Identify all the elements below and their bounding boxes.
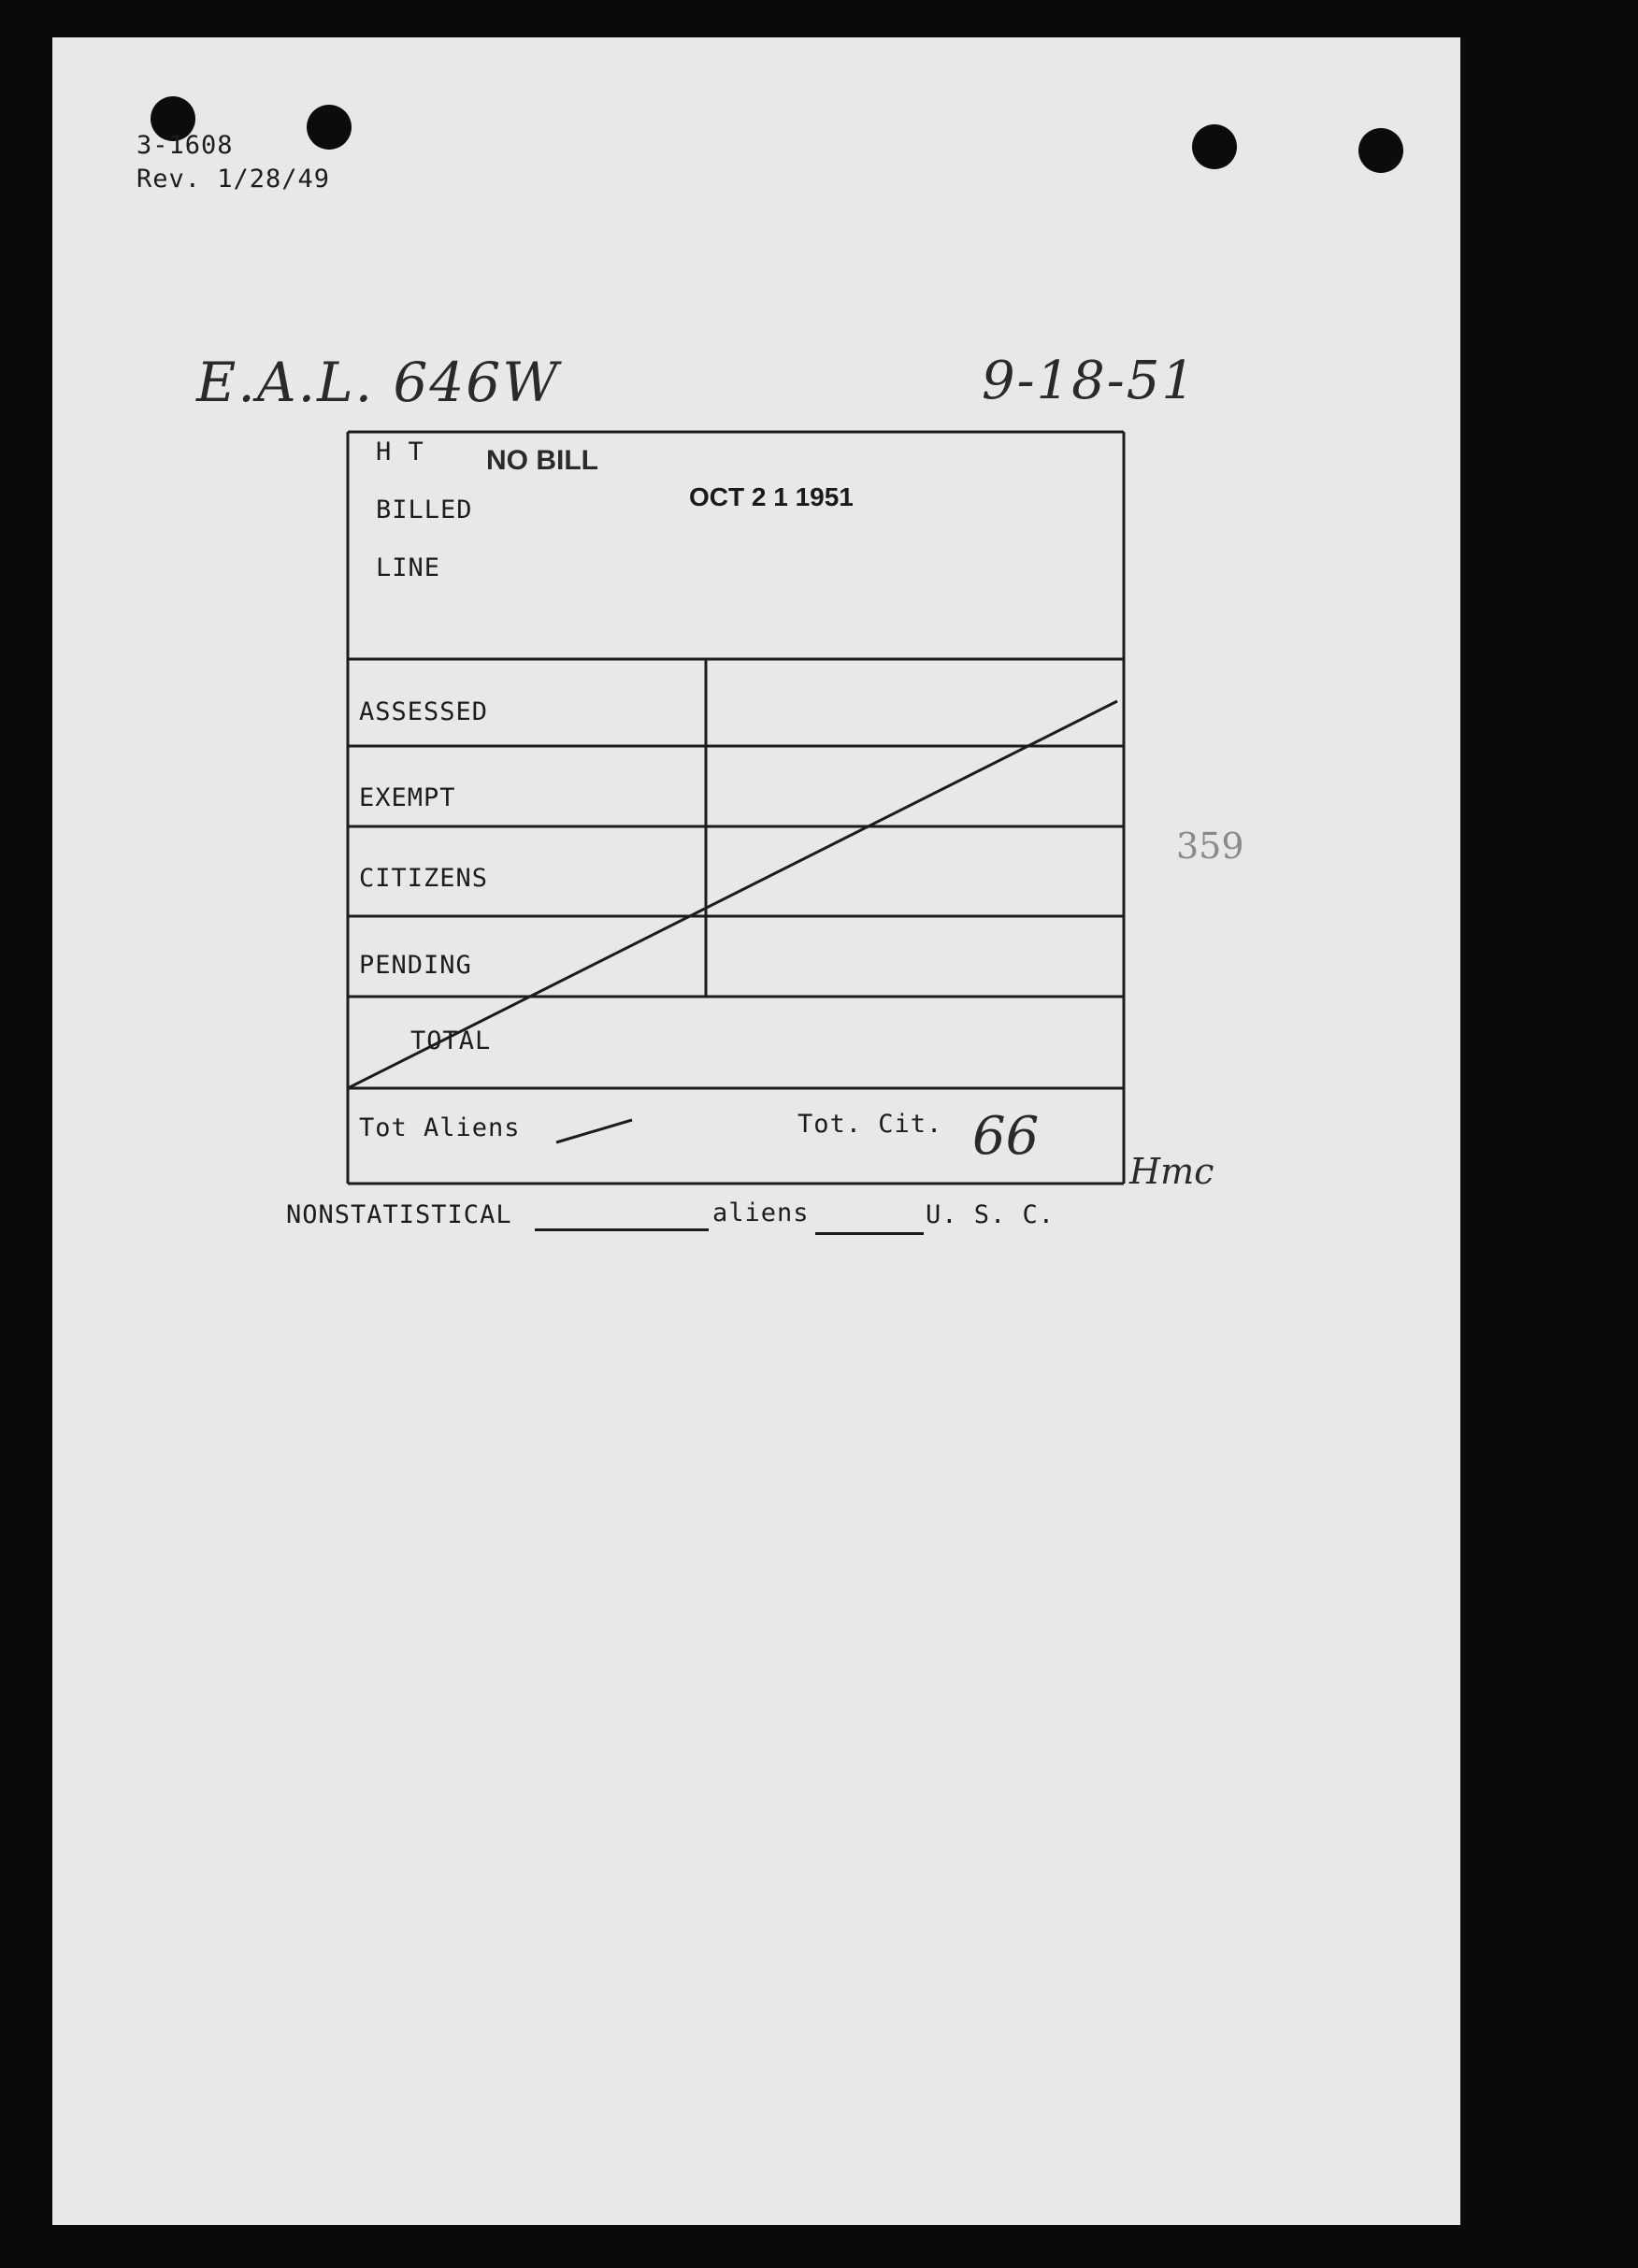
row-label-assessed: ASSESSED [359, 697, 489, 726]
label-ht: H T [376, 438, 424, 467]
total-label: TOTAL [410, 1026, 492, 1055]
tot-aliens-label: Tot Aliens [359, 1113, 521, 1142]
row-label-exempt: EXEMPT [359, 783, 456, 812]
nonstatistical-label: NONSTATISTICAL [286, 1200, 512, 1229]
nonstatistical-blank [535, 1228, 709, 1231]
handwritten-date: 9-18-51 [982, 351, 1197, 411]
form-revision: Rev. 1/28/49 [136, 165, 331, 194]
date-stamp: OCT 2 1 1951 [689, 482, 854, 511]
handwritten-initials: Hmc [1129, 1151, 1214, 1192]
page-number: 359 [1176, 825, 1244, 867]
aliens-blank [815, 1232, 924, 1235]
tot-cit-label: Tot. Cit. [797, 1110, 943, 1139]
aliens-label: aliens [712, 1199, 810, 1227]
no-bill-stamp: NO BILL [486, 445, 598, 476]
row-label-pending: PENDING [359, 951, 472, 980]
handwritten-reference: E.A.L. 646W [196, 351, 560, 414]
label-billed: BILLED [376, 495, 473, 524]
usc-label: U. S. C. [926, 1200, 1056, 1229]
handwritten-cit-count: 66 [972, 1106, 1040, 1167]
label-line: LINE [376, 553, 441, 582]
form-number: 3-1608 [136, 131, 234, 160]
row-label-citizens: CITIZENS [359, 864, 489, 893]
